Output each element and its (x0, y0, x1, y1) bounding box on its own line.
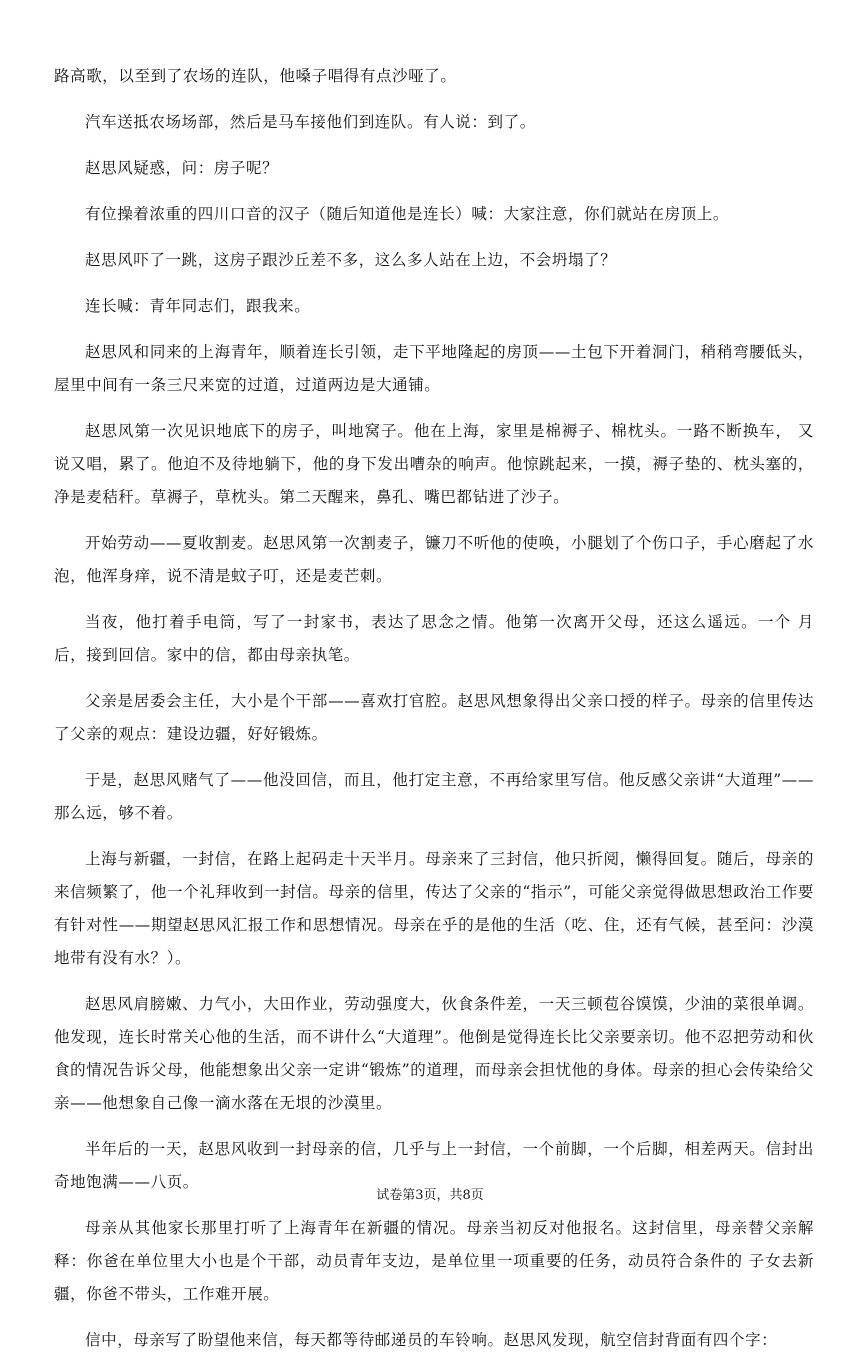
paragraph-12: 于是，赵思风赌气了——他没回信，而且，他打定主意，不再给家里写信。他反感父亲讲“大道理”——那么远，够不着。 (54, 771, 814, 822)
paragraph-7: 赵思风和同来的上海青年，顺着连长引领，走下平地隆起的房顶——土包下开着洞门，稍稍弯腰低头，屋里中间有一条三尺来宽的过道，过道两边是大通铺。 (54, 343, 814, 394)
paragraph-2: 汽车送抵农场场部，然后是马车接他们到连队。有人说：到了。 (85, 113, 536, 131)
paragraph-15: 半年后的一天，赵思风收到一封母亲的信，几乎与上一封信，一个前脚，一个后脚，相差两天。信封出奇地饱满——八页。 (54, 1140, 814, 1191)
paragraph-13: 上海与新疆，一封信，在路上起码走十天半月。母亲来了三封信，他只折阅，懒得回复。随后，母亲的来信频繁了，他一个礼拜收到一封信。母亲的信里，传达了父亲的“指示”，可能父亲觉得做思想政治工作要有针对性——期望赵思风汇报工作和思想情况。母亲在乎的是他的生活（吃、住，还有气候，甚至问：沙漠地带有没有水？）。 (54, 850, 814, 967)
paragraph-10: 当夜，他打着手电筒，写了一封家书，表达了思念之情。他第一次离开父母，还这么遥远。一个 月后，接到回信。家中的信，都由母亲执笔。 (54, 613, 814, 664)
paragraph-17: 信中，母亲写了盼望他来信，每天都等待邮递员的车铃响。赵思风发现，航空信封背面有四个字： (85, 1331, 778, 1349)
paragraph-9: 开始劳动——夏收割麦。赵思风第一次割麦子，镰刀不听他的使唤，小腿划了个伤口子，手心磨起了水泡，他浑身痒，说不清是蚊子叮，还是麦芒刺。 (54, 534, 814, 585)
paragraph-4: 有位操着浓重的四川口音的汉子（随后知道他是连长）喊：大家注意，你们就站在房顶上。 (85, 205, 730, 223)
paragraph-6: 连长喊：青年同志们，跟我来。 (85, 297, 311, 315)
paragraph-14: 赵思风肩膀嫩、力气小，大田作业，劳动强度大，伙食条件差，一天三顿苞谷馍馍，少油的菜很单调。他发现，连长时常关心他的生活，而不讲什么“大道理”。他倒是觉得连长比父亲要亲切。他不忍把劳动和伙食的情况告诉父母，他能想象出父亲一定讲“锻炼”的道理，而母亲会担忧他的身体。母亲的担心会传染给父亲——他想象自己像一滴水落在无垠的沙漠里。 (54, 995, 814, 1112)
paragraph-1: 路高歌，以至到了农场的连队，他嗓子唱得有点沙哑了。 (54, 67, 457, 85)
paragraph-16: 母亲从其他家长那里打听了上海青年在新疆的情况。母亲当初反对他报名。这封信里，母亲替父亲解释：你爸在单位里大小也是个干部，动员青年支边，是单位里一项重要的任务，动员符合条件的 子女去新疆，你爸不带头，工作难开展。 (54, 1219, 814, 1303)
page-footer: 试卷第3页，共8页 (376, 1188, 484, 1203)
paragraph-3: 赵思风疑惑，问：房子呢？ (85, 159, 279, 177)
paragraph-8: 赵思风第一次见识地底下的房子，叫地窝子。他在上海，家里是棉褥子、棉枕头。一路不断换车， 又说又唱，累了。他迫不及待地躺下，他的身下发出嘈杂的响声。他惊跳起来，一摸，褥子垫的、枕头塞的，净是麦秸秆。草褥子，草枕头。第二天醒来，鼻孔、嘴巴都钻进了沙子。 (54, 422, 814, 506)
paragraph-5: 赵思风吓了一跳，这房子跟沙丘差不多，这么多人站在上边，不会坍塌了？ (85, 251, 617, 269)
paragraph-11: 父亲是居委会主任，大小是个干部——喜欢打官腔。赵思风想象得出父亲口授的样子。母亲的信里传达了父亲的观点：建设边疆，好好锻炼。 (54, 692, 814, 743)
article-body (54, 60, 814, 1370)
